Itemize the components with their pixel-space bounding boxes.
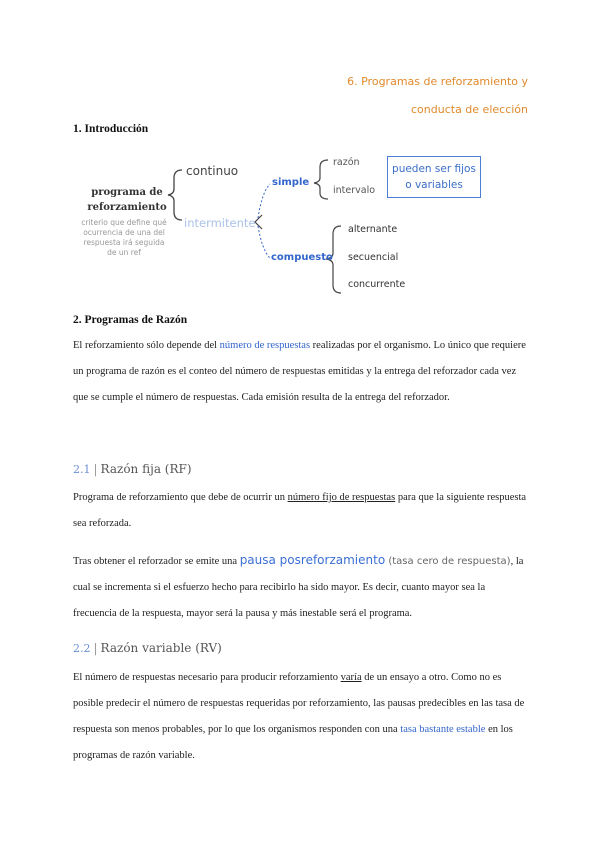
alternante-label: alternante: [348, 224, 398, 235]
programa-line2: reforzamiento: [87, 202, 167, 213]
p4-underlined: varía: [340, 672, 362, 683]
paragraph-razon-intro: [73, 333, 528, 411]
subsection-2-2-title: [73, 641, 222, 655]
subsection-title-text: Razón variable (RV): [100, 641, 222, 655]
secuencial-label: secuencial: [348, 252, 399, 263]
concurrente-label: concurrente: [348, 279, 406, 290]
section-1-title: 1. Introducción: [73, 123, 149, 135]
programa-label: [82, 185, 172, 215]
p4-text-c: de un ensayo a otro. Como no es posible predecir el número de respuestas requeridas por reforzamiento, las pausas predecibles en las tasa de respuesta son menos probables, por lo que los organismos responden con una: [73, 672, 525, 735]
fijos-variables-box: pueden ser fijos o variables: [387, 156, 481, 198]
intermitente-label: intermitente: [184, 216, 256, 230]
paragraph-razon-variable: [73, 665, 528, 769]
subsection-number: 2.2: [73, 642, 91, 655]
document-header: [347, 68, 528, 124]
p4-highlight: tasa bastante estable: [400, 724, 486, 735]
razon-label: razón: [333, 157, 360, 168]
compuesto-label: compuesto: [271, 252, 333, 263]
simple-label: simple: [272, 177, 310, 188]
subsection-number: 2.1: [73, 463, 91, 476]
p2-text-a: Programa de reforzamiento que debe de ocurrir un: [73, 492, 288, 503]
subsection-bar: |: [93, 462, 98, 476]
p2-underlined: número fijo de respuestas: [287, 492, 396, 503]
intervalo-label: intervalo: [333, 185, 376, 196]
p3-text-d: , la cual se incrementa si el esfuerzo hecho para recibirlo ha sido mayor. Es decir, cuanto mayor sea la frecuencia de la respuesta, mayor será la pausa y más inestable será el programa.: [73, 556, 524, 619]
subsection-bar: |: [93, 641, 98, 655]
p1-highlight: número de respuestas: [219, 340, 311, 351]
paragraph-razon-fija: [73, 485, 528, 537]
subsection-title-text: Razón fija (RF): [100, 462, 192, 476]
section-2-title: 2. Programas de Razón: [73, 314, 188, 326]
header-line-1: 6. Programas de reforzamiento y: [347, 75, 528, 88]
header-line-2: conducta de elección: [411, 103, 528, 116]
paragraph-pausa: [73, 547, 528, 627]
p1-text-c: realizadas por el organismo. Lo único que requiere un programa de razón es el conteo del número de respuestas emitidas y la entrega del reforzador cada vez que se cumple el número de respuestas. Cada emisión resulta de la entrega del reforzador.: [73, 340, 526, 403]
brace-intermitente: [255, 215, 262, 229]
continuo-label: continuo: [186, 164, 239, 178]
subsection-2-1-title: [73, 462, 192, 476]
p1-text-a: El reforzamiento sólo depende del: [73, 340, 220, 351]
p4-text-e: en los programas de razón variable.: [73, 724, 513, 761]
p3-text-a: Tras obtener el reforzador se emite una: [73, 556, 240, 567]
line-to-compuesto: [258, 226, 270, 258]
p2-text-c: para que la siguiente respuesta sea reforzada.: [73, 492, 527, 529]
programa-line1: programa de: [91, 187, 163, 198]
line-to-simple: [258, 184, 270, 218]
brace-simple: [314, 160, 328, 199]
p3-note: (tasa cero de respuesta): [385, 556, 511, 567]
p3-highlight: pausa posreforzamiento: [239, 553, 386, 567]
criterio-note: criterio que define qué ocurrencia de una del respuesta irá seguida de un ref: [81, 218, 167, 257]
p4-text-a: El número de respuestas necesario para producir reforzamiento: [73, 672, 341, 683]
